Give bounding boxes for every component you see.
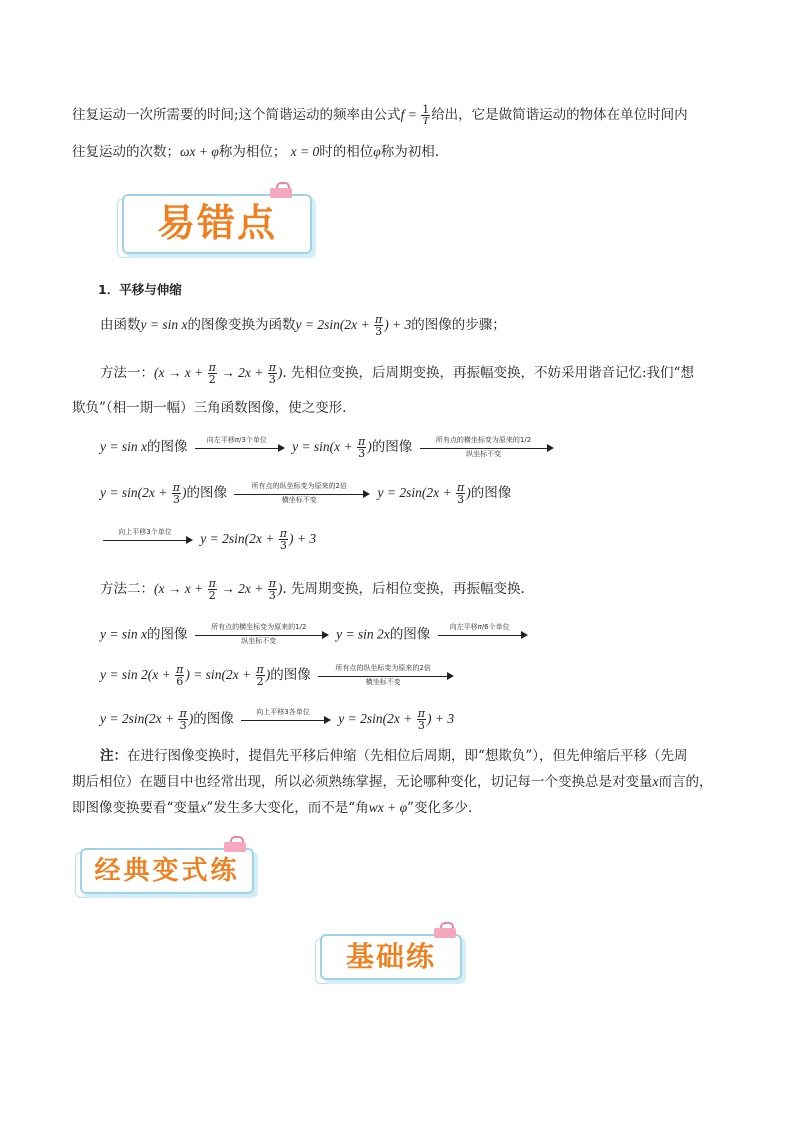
section-heading: 1．平移与伸缩 — [98, 282, 182, 297]
text: 的图像 — [146, 626, 188, 643]
fraction: $\frac{\pi}{2}$ — [256, 663, 264, 688]
paperclip-icon — [224, 836, 246, 854]
fraction-1-over-t — [421, 104, 430, 127]
text: 在进行图像变换时，提倡先平移后伸缩（先相位后周期，即“想欺负”），但先伸缩后平移（先周 — [127, 748, 688, 764]
formula-f: f = — [400, 107, 421, 122]
fraction: $\frac{\pi}{6}$ — [176, 663, 184, 688]
formula: x — [200, 800, 207, 815]
intro-text: 称为初相. — [380, 144, 440, 160]
task-line — [100, 314, 506, 337]
banner-title: 基础练 — [345, 940, 436, 973]
fraction: $\frac{\pi}{3}$ — [172, 481, 180, 506]
arrow-vertical-scale: 所有点的纵坐标变为原来的2倍 横坐标不变 — [318, 665, 454, 687]
frac-num: 1 — [422, 103, 430, 116]
text: 由函数 — [100, 317, 141, 333]
formula: ) — [277, 581, 283, 596]
method1-text: . 先相位变换，后周期变换，再振幅变换，不妨采用谐音记忆:我们“想 — [282, 365, 694, 381]
formula: ) — [367, 439, 372, 454]
arrow-horizontal-scale: 所有点的横坐标变为原来的1/2 纵坐标不变 — [195, 624, 329, 646]
text: 的图像变换为函数 — [187, 317, 296, 333]
fraction: $\frac{\pi}{3}$ — [374, 313, 383, 338]
formula: (x → x + — [154, 581, 207, 596]
fraction: $\frac{\pi}{3}$ — [417, 707, 425, 732]
formula-phase: ωx + φ — [180, 144, 219, 159]
formula: y = sin(x + — [292, 439, 357, 454]
arrow-shift-left: 向左平移π/3个单位 — [195, 437, 285, 459]
fraction: $\frac{\pi}{3}$ — [358, 435, 366, 460]
formula: ) — [277, 365, 283, 380]
formula: y = 2sin(2x + — [100, 711, 178, 726]
text: 的图像的步骤； — [411, 317, 506, 333]
formula: ) + 3 — [384, 317, 412, 332]
method2-text: . 先周期变换，后相位变换，再振幅变换. — [282, 581, 525, 597]
banner-title: 易错点 — [156, 200, 277, 245]
formula: (x → x + — [154, 365, 207, 380]
formula: ) — [265, 667, 271, 682]
intro-line-1 — [72, 104, 688, 127]
note-line-1 — [100, 746, 688, 766]
method1-text-2: 欺负”（相一期一幅）三角函数图像，使之变形. — [72, 400, 347, 416]
method2-label: 方法二： — [100, 581, 154, 597]
text: 的图像 — [186, 485, 227, 501]
formula: ) — [466, 485, 471, 500]
method2-row-3 — [100, 708, 454, 731]
intro-text: 称为相位； — [218, 144, 287, 160]
formula: → 2x + — [217, 365, 267, 380]
fraction: $\frac{\pi}{3}$ — [279, 527, 287, 552]
formula: ) — [188, 711, 194, 726]
formula: y = sin 2(x + — [100, 667, 175, 682]
text: 的图像 — [146, 439, 188, 455]
fraction: $\frac{\pi}{3}$ — [457, 481, 465, 506]
formula: y = 2sin(2x + — [295, 317, 373, 332]
arrow-horizontal-scale: 所有点的横坐标变为原来的1/2 纵坐标不变 — [420, 437, 554, 459]
text: 而言的， — [658, 774, 713, 790]
text: 的图像 — [193, 711, 234, 727]
formula: y = sin x — [100, 439, 147, 454]
formula: y = sin x — [100, 626, 147, 642]
banner-error-points — [122, 194, 312, 254]
transform-row-1 — [100, 436, 557, 459]
text: 的图像 — [470, 485, 512, 501]
banner-title: 经典变式练 — [94, 856, 240, 886]
text: 的图像 — [371, 439, 413, 455]
formula: ) + 3 — [427, 711, 455, 726]
fraction: $\frac{\pi}{2}$ — [208, 361, 216, 386]
method2-row-1 — [100, 624, 531, 646]
intro-text: 往复运动一次所需要的时间;这个简谐运动的频率由公式 — [72, 107, 401, 123]
fraction: $\frac{\pi}{3}$ — [268, 361, 276, 386]
formula: x — [652, 774, 659, 789]
formula: ) — [181, 485, 187, 500]
fraction: $\frac{\pi}{3}$ — [179, 707, 187, 732]
transform-row-2 — [100, 482, 511, 505]
formula: y = 2sin(2x + — [200, 531, 278, 546]
text: 即图像变换要看“变量 — [72, 800, 201, 816]
formula: wx + φ — [368, 800, 408, 815]
formula: → 2x + — [217, 581, 267, 596]
fraction: $\frac{\pi}{3}$ — [268, 577, 276, 602]
note-line-3 — [72, 798, 472, 818]
formula: ) = sin(2x + — [185, 667, 255, 682]
note-label: 注： — [100, 748, 127, 764]
text: ”发生多大变化，而不是“角 — [206, 800, 369, 816]
method1-line — [100, 362, 694, 385]
intro-line-2 — [72, 142, 439, 162]
paperclip-icon — [270, 182, 292, 200]
method2-row-2 — [100, 664, 457, 687]
intro-text: 给出，它是做简谐运动的物体在单位时间内 — [431, 107, 688, 123]
method2-line — [100, 578, 525, 601]
text: 的图像 — [389, 626, 431, 643]
arrow-vertical-scale: 所有点的纵坐标变为原来的2倍 横坐标不变 — [234, 483, 370, 505]
arrow-shift-left: 向左平移π/6个单位 — [438, 624, 528, 646]
formula: ) + 3 — [289, 531, 317, 546]
text: 的图像 — [270, 667, 311, 683]
formula: y = sin(2x + — [100, 485, 171, 500]
formula: y = sin 2x — [336, 626, 390, 642]
formula-x0: x = 0 — [290, 144, 320, 159]
intro-text: 时的相位 — [319, 144, 374, 160]
intro-text: 往复运动的次数； — [72, 144, 180, 160]
note-line-2 — [72, 772, 713, 792]
formula: y = sin x — [140, 317, 188, 332]
formula-phi: φ — [373, 144, 381, 159]
text: ”变化多少. — [407, 800, 473, 816]
method1-label: 方法一： — [100, 365, 154, 381]
transform-row-3 — [100, 528, 316, 551]
banner-classic-variants — [80, 848, 254, 894]
banner-basic-practice — [320, 934, 462, 980]
text: 期后相位）在题目中也经常出现，所以必须熟练掌握，无论哪种变化，切记每一个变换总是对变量 — [72, 774, 653, 790]
formula: y = 2sin(2x + — [338, 711, 416, 726]
paperclip-icon — [434, 922, 456, 940]
arrow-shift-up: 向上平移3个单位 — [103, 529, 193, 551]
fraction: $\frac{\pi}{2}$ — [208, 577, 216, 602]
formula: y = 2sin(2x + — [377, 485, 456, 500]
arrow-shift-up: 向上平移3各单位 — [241, 709, 331, 731]
frac-den: T — [422, 115, 429, 127]
